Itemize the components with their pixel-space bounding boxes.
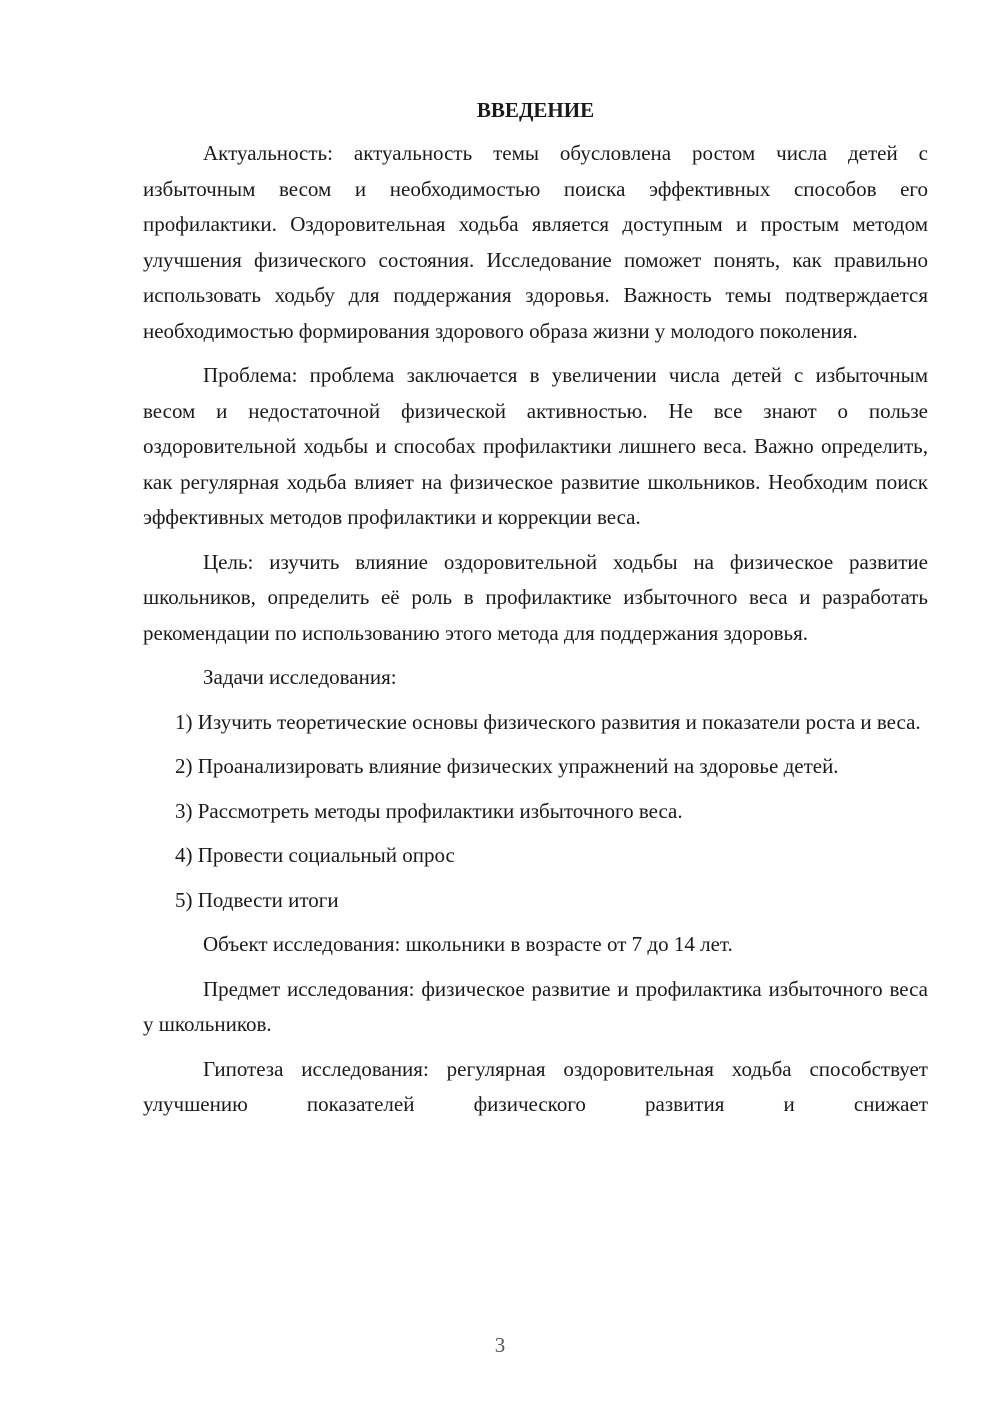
document-page xyxy=(143,92,928,1132)
paragraph-hypothesis: Гипотеза исследования: регулярная оздоровительная ходьба способствует улучшению показателей физического развития и снижает xyxy=(143,1056,928,1116)
task-item-2: 2) Проанализировать влияние физических упражнений на здоровье детей. xyxy=(175,754,839,778)
page-number: 3 xyxy=(494,1333,506,1357)
task-item-5: 5) Подвести итоги xyxy=(175,887,339,912)
paragraph-goal: Цель: изучить влияние оздоровительной ходьбы на физическое развитие школьников, определить её роль в профилактике избыточного веса и разработать рекомендации по использованию этого метода для поддержания здоровья. xyxy=(143,549,928,645)
paragraph-problem: Проблема: проблема заключается в увеличении числа детей с избыточным весом и недостаточной физической активностью. Не все знают о пользе оздоровительной ходьбы и способах профилактики лишнего веса. Важно определить, как регулярная ходьба влияет на физическое развитие школьников. Необходим поиск эффективных методов профилактики и коррекции веса. xyxy=(143,363,928,529)
paragraph-subject: Предмет исследования: физическое развитие и профилактика избыточного веса у школьников. xyxy=(143,976,928,1036)
task-item-3: 3) Рассмотреть методы профилактики избыточного веса. xyxy=(175,798,683,823)
paragraph-tasks-heading: Задачи исследования: xyxy=(203,665,397,689)
paragraph-relevance: Актуальность: актуальность темы обусловлена ростом числа детей с избыточным весом и необходимостью поиска эффективных способов его профилактики. Оздоровительная ходьба является доступным и простым методом улучшения физического состояния. Исследование поможет понять, как правильно использовать ходьбу для поддержания здоровья. Важность темы подтверждается необходимостью формирования здорового образа жизни у молодого поколения. xyxy=(143,141,928,343)
task-item-1: 1) Изучить теоретические основы физического развития и показатели роста и веса. xyxy=(175,709,921,734)
task-item-4: 4) Провести социальный опрос xyxy=(175,843,455,867)
section-title: ВВЕДЕНИЕ xyxy=(476,98,595,122)
paragraph-object: Объект исследования: школьники в возрасте от 7 до 14 лет. xyxy=(203,932,733,956)
